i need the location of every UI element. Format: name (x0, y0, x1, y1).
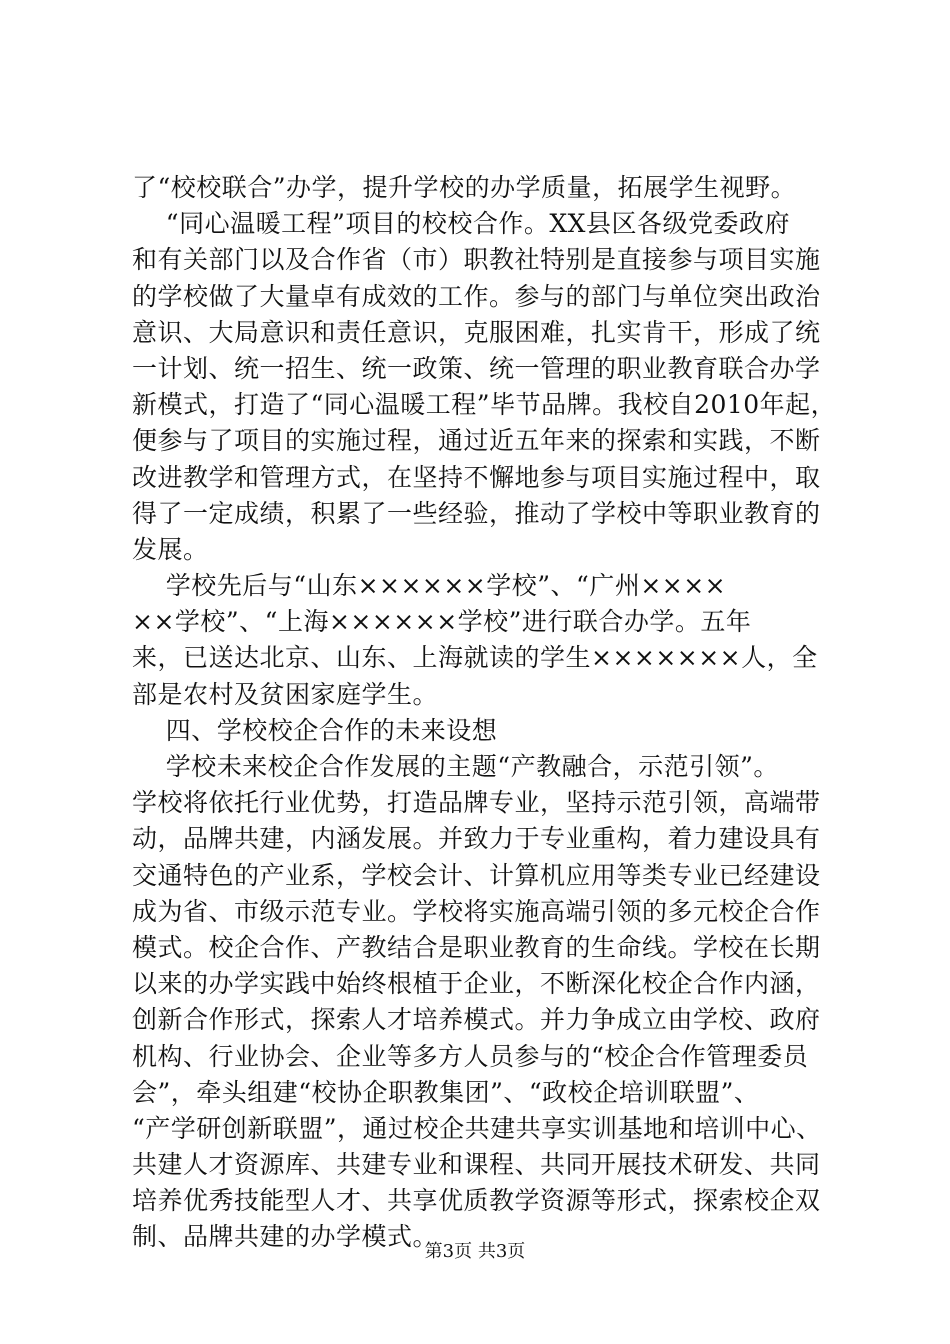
text-line: “同心温暖工程”项目的校校合作。XX县区各级党委政府 (132, 209, 790, 239)
text-line: 以来的办学实践中始终根植于企业，不断深化校企合作内涵， (132, 969, 821, 999)
text-line: 交通特色的产业系，学校会计、计算机应用等类专业已经建设 (132, 860, 821, 890)
text-line: 新模式，打造了“同心温暖工程”毕节品牌。我校自2010年起， (132, 390, 837, 420)
text-line: 培养优秀技能型人才、共享优质教学资源等形式，探索校企双 (132, 1186, 821, 1216)
text-line: 便参与了项目的实施过程，通过近五年来的探索和实践，不断 (132, 426, 821, 456)
text-line: 制、品牌共建的办学模式。 (132, 1222, 439, 1252)
text-line: 发展。 (132, 534, 209, 564)
text-line: 学校将依托行业优势，打造品牌专业，坚持示范引领，高端带 (132, 788, 821, 818)
text-line: 学校未来校企合作发展的主题“产教融合，示范引领”。 (132, 752, 779, 781)
text-line: 动，品牌共建，内涵发展。并致力于专业重构，着力建设具有 (132, 824, 821, 854)
text-line: 了“校校联合”办学，提升学校的办学质量，拓展学生视野。 (132, 173, 797, 202)
text-line: 部是农村及贫困家庭学生。 (132, 679, 439, 709)
text-line: ××学校”、“上海××××××学校”进行联合办学。五年 (132, 607, 752, 637)
section-heading: 四、学校校企合作的未来设想 (132, 715, 498, 745)
text-line: 成为省、市级示范专业。学校将实施高端引领的多元校企合作 (132, 896, 821, 926)
text-line: 一计划、统一招生、统一政策、统一管理的职业教育联合办学 (132, 353, 821, 383)
text-line: 改进教学和管理方式，在坚持不懈地参与项目实施过程中，取 (132, 462, 821, 492)
text-line: 共建人才资源库、共建专业和课程、共同开展技术研发、共同 (132, 1150, 821, 1180)
text-line: 来，已送达北京、山东、上海就读的学生×××××××人，全 (132, 643, 818, 673)
text-line: 学校先后与“山东××××××学校”、“广州×××× (132, 571, 727, 601)
text-line: 机构、行业协会、企业等多方人员参与的“校企合作管理委员 (132, 1041, 809, 1071)
text-line: 会”，牵头组建“校协企职教集团”、“政校企培训联盟”、 (132, 1077, 760, 1107)
text-line: “产学研创新联盟”，通过校企共建共享实训基地和培训中心、 (132, 1113, 822, 1143)
text-line: 创新合作形式，探索人才培养模式。并力争成立由学校、政府 (132, 1005, 821, 1035)
text-line: 的学校做了大量卓有成效的工作。参与的部门与单位突出政治 (132, 281, 821, 311)
text-line: 和有关部门以及合作省（市）职教社特别是直接参与项目实施 (132, 245, 821, 275)
text-line: 得了一定成绩，积累了一些经验，推动了学校中等职业教育的 (132, 498, 821, 528)
text-line: 意识、大局意识和责任意识，克服困难，扎实肯干，形成了统 (132, 317, 821, 347)
document-body (132, 170, 837, 1256)
page-footer: 第3页 共3页 (424, 1241, 526, 1262)
text-line: 模式。校企合作、产教结合是职业教育的生命线。学校在长期 (132, 932, 821, 962)
